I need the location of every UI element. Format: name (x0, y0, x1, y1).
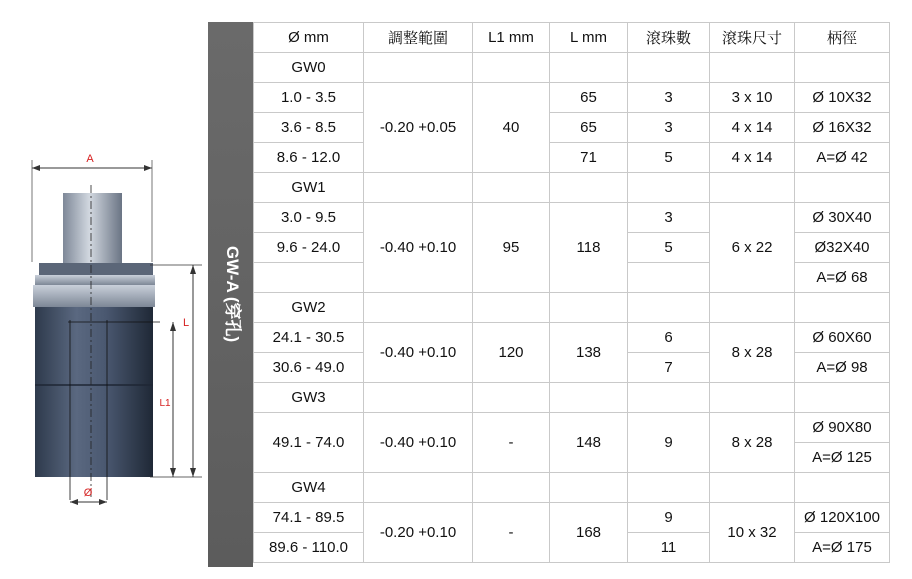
header-diameter: Ø mm (254, 23, 364, 53)
group-row (254, 293, 890, 323)
diameter-range: 30.6 - 49.0 (254, 353, 364, 383)
series-sidebar (208, 22, 253, 567)
shank-size: Ø 16X32 (795, 113, 890, 143)
group-row (254, 53, 890, 83)
header-ball-size: 滾珠尺寸 (710, 23, 795, 53)
ball-count: 5 (628, 143, 710, 173)
group-name: GW0 (254, 53, 364, 83)
ball-count: 3 (628, 83, 710, 113)
ball-count: 7 (628, 353, 710, 383)
l-value: 118 (550, 203, 628, 293)
shank-size: A=Ø 68 (795, 263, 890, 293)
l-value: 138 (550, 323, 628, 383)
diameter-range: 74.1 - 89.5 (254, 503, 364, 533)
ball-count: 9 (628, 503, 710, 533)
shank-size: Ø 90X80 (795, 413, 890, 443)
group-row (254, 383, 890, 413)
diameter-range: 89.6 - 110.0 (254, 533, 364, 563)
adjust-range: -0.40 +0.10 (364, 323, 473, 383)
l-value: 71 (550, 143, 628, 173)
diameter-range: 49.1 - 74.0 (254, 413, 364, 473)
l1-value: 95 (473, 203, 550, 293)
ball-count: 3 (628, 113, 710, 143)
shank-size: A=Ø 125 (795, 443, 890, 473)
header-l1: L1 mm (473, 23, 550, 53)
diameter-range: 9.6 - 24.0 (254, 233, 364, 263)
shank-size: A=Ø 98 (795, 353, 890, 383)
shank-size: A=Ø 175 (795, 533, 890, 563)
l1-value: 120 (473, 323, 550, 383)
l-value: 148 (550, 413, 628, 473)
dimension-a-label: A (86, 153, 94, 165)
shank-size: Ø32X40 (795, 233, 890, 263)
shank-size: Ø 30X40 (795, 203, 890, 233)
table-row (254, 203, 890, 233)
l1-value: 40 (473, 83, 550, 173)
ball-size: 4 x 14 (710, 143, 795, 173)
header-adjust-range: 調整範圍 (364, 23, 473, 53)
ball-count: 9 (628, 413, 710, 473)
spec-table (253, 22, 890, 563)
dimension-diameter-label: Ø (83, 487, 93, 499)
l1-value: - (473, 503, 550, 563)
series-label: GW-A (穿孔) (223, 245, 242, 343)
diameter-range: 24.1 - 30.5 (254, 323, 364, 353)
group-name: GW4 (254, 473, 364, 503)
diameter-range: 3.0 - 9.5 (254, 203, 364, 233)
header-row (254, 23, 890, 53)
header-shank: 柄徑 (795, 23, 890, 53)
ball-size: 8 x 28 (710, 413, 795, 473)
table-row (254, 143, 890, 173)
diameter-range: 1.0 - 3.5 (254, 83, 364, 113)
ball-count: 3 (628, 203, 710, 233)
l-value: 65 (550, 83, 628, 113)
adjust-range: -0.20 +0.05 (364, 83, 473, 173)
diameter-range: 8.6 - 12.0 (254, 143, 364, 173)
shank-size: Ø 120X100 (795, 503, 890, 533)
ball-size: 6 x 22 (710, 203, 795, 293)
table-row (254, 503, 890, 533)
adjust-range: -0.20 +0.10 (364, 503, 473, 563)
shank-size: Ø 60X60 (795, 323, 890, 353)
ball-size: 3 x 10 (710, 83, 795, 113)
ball-size: 4 x 14 (710, 113, 795, 143)
l-value: 168 (550, 503, 628, 563)
group-name: GW2 (254, 293, 364, 323)
ball-count: 6 (628, 323, 710, 353)
table-row (254, 323, 890, 353)
dimension-l1-label: L1 (159, 398, 171, 409)
dimension-l-label: L (182, 317, 190, 329)
shank-size: A=Ø 42 (795, 143, 890, 173)
header-l: L mm (550, 23, 628, 53)
table-row (254, 113, 890, 143)
shank-size: Ø 10X32 (795, 83, 890, 113)
table-row (254, 413, 890, 443)
ball-count: 5 (628, 233, 710, 263)
diameter-range: 3.6 - 8.5 (254, 113, 364, 143)
group-name: GW1 (254, 173, 364, 203)
group-row (254, 473, 890, 503)
header-ball-count: 滾珠數 (628, 23, 710, 53)
product-drawing (0, 0, 230, 579)
group-name: GW3 (254, 383, 364, 413)
ball-size: 8 x 28 (710, 323, 795, 383)
adjust-range: -0.40 +0.10 (364, 413, 473, 473)
l1-value: - (473, 413, 550, 473)
table-row (254, 83, 890, 113)
ball-size: 10 x 32 (710, 503, 795, 563)
ball-count: 11 (628, 533, 710, 563)
l-value: 65 (550, 113, 628, 143)
group-row (254, 173, 890, 203)
adjust-range: -0.40 +0.10 (364, 203, 473, 293)
